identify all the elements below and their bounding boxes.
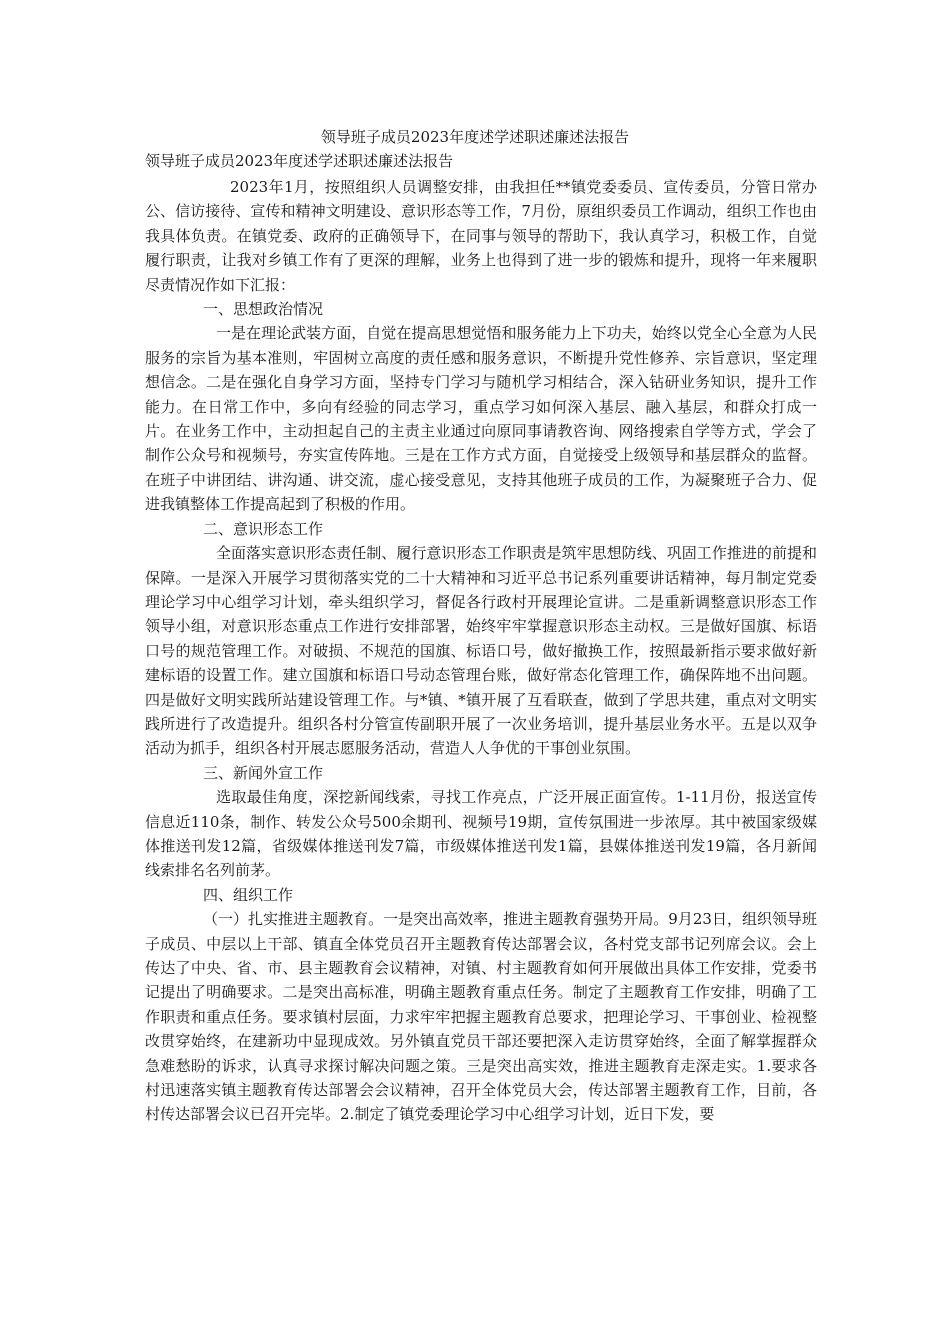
document-body	[145, 175, 817, 1127]
section-heading: 一、思想政治情况	[203, 300, 324, 319]
section-paragraph: 选取最佳角度，深挖新闻线索，寻找工作亮点，广泛开展正面宣传。1-11月份，报送宣传信息近110条，制作、转发公众号500余期刊、视频号19期，宣传氛围进一步浓厚。其中被国家级媒体推送刊发12篇，省级媒体推送刊发7篇，市级媒体推送刊发1篇，县媒体推送刊发19篇，各月新闻线索排名名列前茅。	[145, 788, 817, 880]
section-paragraph: 全面落实意识形态责任制、履行意识形态工作职责是筑牢思想防线、巩固工作推进的前提和保障。一是深入开展学习贯彻落实党的二十大精神和习近平总书记系列重要讲话精神，每月制定党委理论学习中心组学习计划，牵头组织学习，督促各行政村开展理论宣讲。二是重新调整意识形态工作领导小组，对意识形态重点工作进行安排部署，始终牢牢掌握意识形态主动权。三是做好国旗、标语口号的规范管理工作。对破损、不规范的国旗、标语口号，做好撤换工作，按照最新指示要求做好新建标语的设置工作。建立国旗和标语口号动态管理台账，做好常态化管理工作，确保阵地不出问题。四是做好文明实践所站建设管理工作。与*镇、*镇开展了互看联查，做到了学思共建，重点对文明实践所进行了改造提升。组织各村分管宣传副职开展了一次业务培训，提升基层业务水平。五是以双争活动为抓手，组织各村开展志愿服务活动，营造人人争优的干事创业氛围。	[145, 544, 817, 758]
section-heading: 三、新闻外宣工作	[203, 763, 324, 782]
document-title: 领导班子成员2023年度述学述职述廉述法报告	[320, 128, 630, 146]
section-paragraph: （一）扎实推进主题教育。一是突出高效率，推进主题教育强势开局。9月23日，组织领导班子成员、中层以上干部、镇直全体党员召开主题教育传达部署会议，各村党支部书记列席会议。会上传达了中央、省、市、县主题教育会议精神，对镇、村主题教育如何开展做出具体工作安排，党委书记提出了明确要求。二是突出高标准，明确主题教育重点任务。制定了主题教育工作安排，明确了工作职责和重点任务。要求镇村层面，力求牢牢把握主题教育总要求，把理论学习、干事创业、检视整改贯穿始终，在建新功中显现成效。另外镇直党员干部还要把深入走访贯穿始终，全面了解掌握群众急难愁盼的诉求，认真寻求探讨解决问题之策。三是突出高实效，推进主题教育走深走实。1.要求各村迅速落实镇主题教育传达部署会会议精神，召开全体党员大会，传达部署主题教育工作，目前，各村传达部署会议已召开完毕。2.制定了镇党委理论学习中心组学习计划，近日下发，要	[145, 910, 817, 1124]
section-heading: 四、组织工作	[203, 885, 294, 904]
section-heading: 二、意识形态工作	[203, 519, 324, 538]
document-subtitle: 领导班子成员2023年度述学述职述廉述法报告	[145, 152, 454, 170]
intro-paragraph: 2023年1月，按照组织人员调整安排，由我担任**镇党委委员、宣传委员，分管日常办公、信访接待、宣传和精神文明建设、意识形态等工作，7月份，原组织委员工作调动，组织工作也由我具体负责。在镇党委、政府的正确领导下，在同事与领导的帮助下，我认真学习，积极工作，自觉履行职责，让我对乡镇工作有了更深的理解，业务上也得到了进一步的锻炼和提升，现将一年来履职尽责情况作如下汇报：	[145, 178, 817, 294]
section-paragraph: 一是在理论武装方面，自觉在提高思想觉悟和服务能力上下功夫，始终以党全心全意为人民服务的宗旨为基本准则，牢固树立高度的责任感和服务意识，不断提升党性修养、宗旨意识，坚定理想信念。二是在强化自身学习方面，坚持专门学习与随机学习相结合，深入钻研业务知识，提升工作能力。在日常工作中，多向有经验的同志学习，重点学习如何深入基层、融入基层，和群众打成一片。在业务工作中，主动担起自己的主责主业通过向原同事请教咨询、网络搜索自学等方式，学会了制作公众号和视频号，夯实宣传阵地。三是在工作方式方面，自觉接受上级领导和基层群众的监督。在班子中讲团结、讲沟通、讲交流，虚心接受意见，支持其他班子成员的工作，为凝聚班子合力、促进我镇整体工作提高起到了积极的作用。	[145, 324, 817, 514]
